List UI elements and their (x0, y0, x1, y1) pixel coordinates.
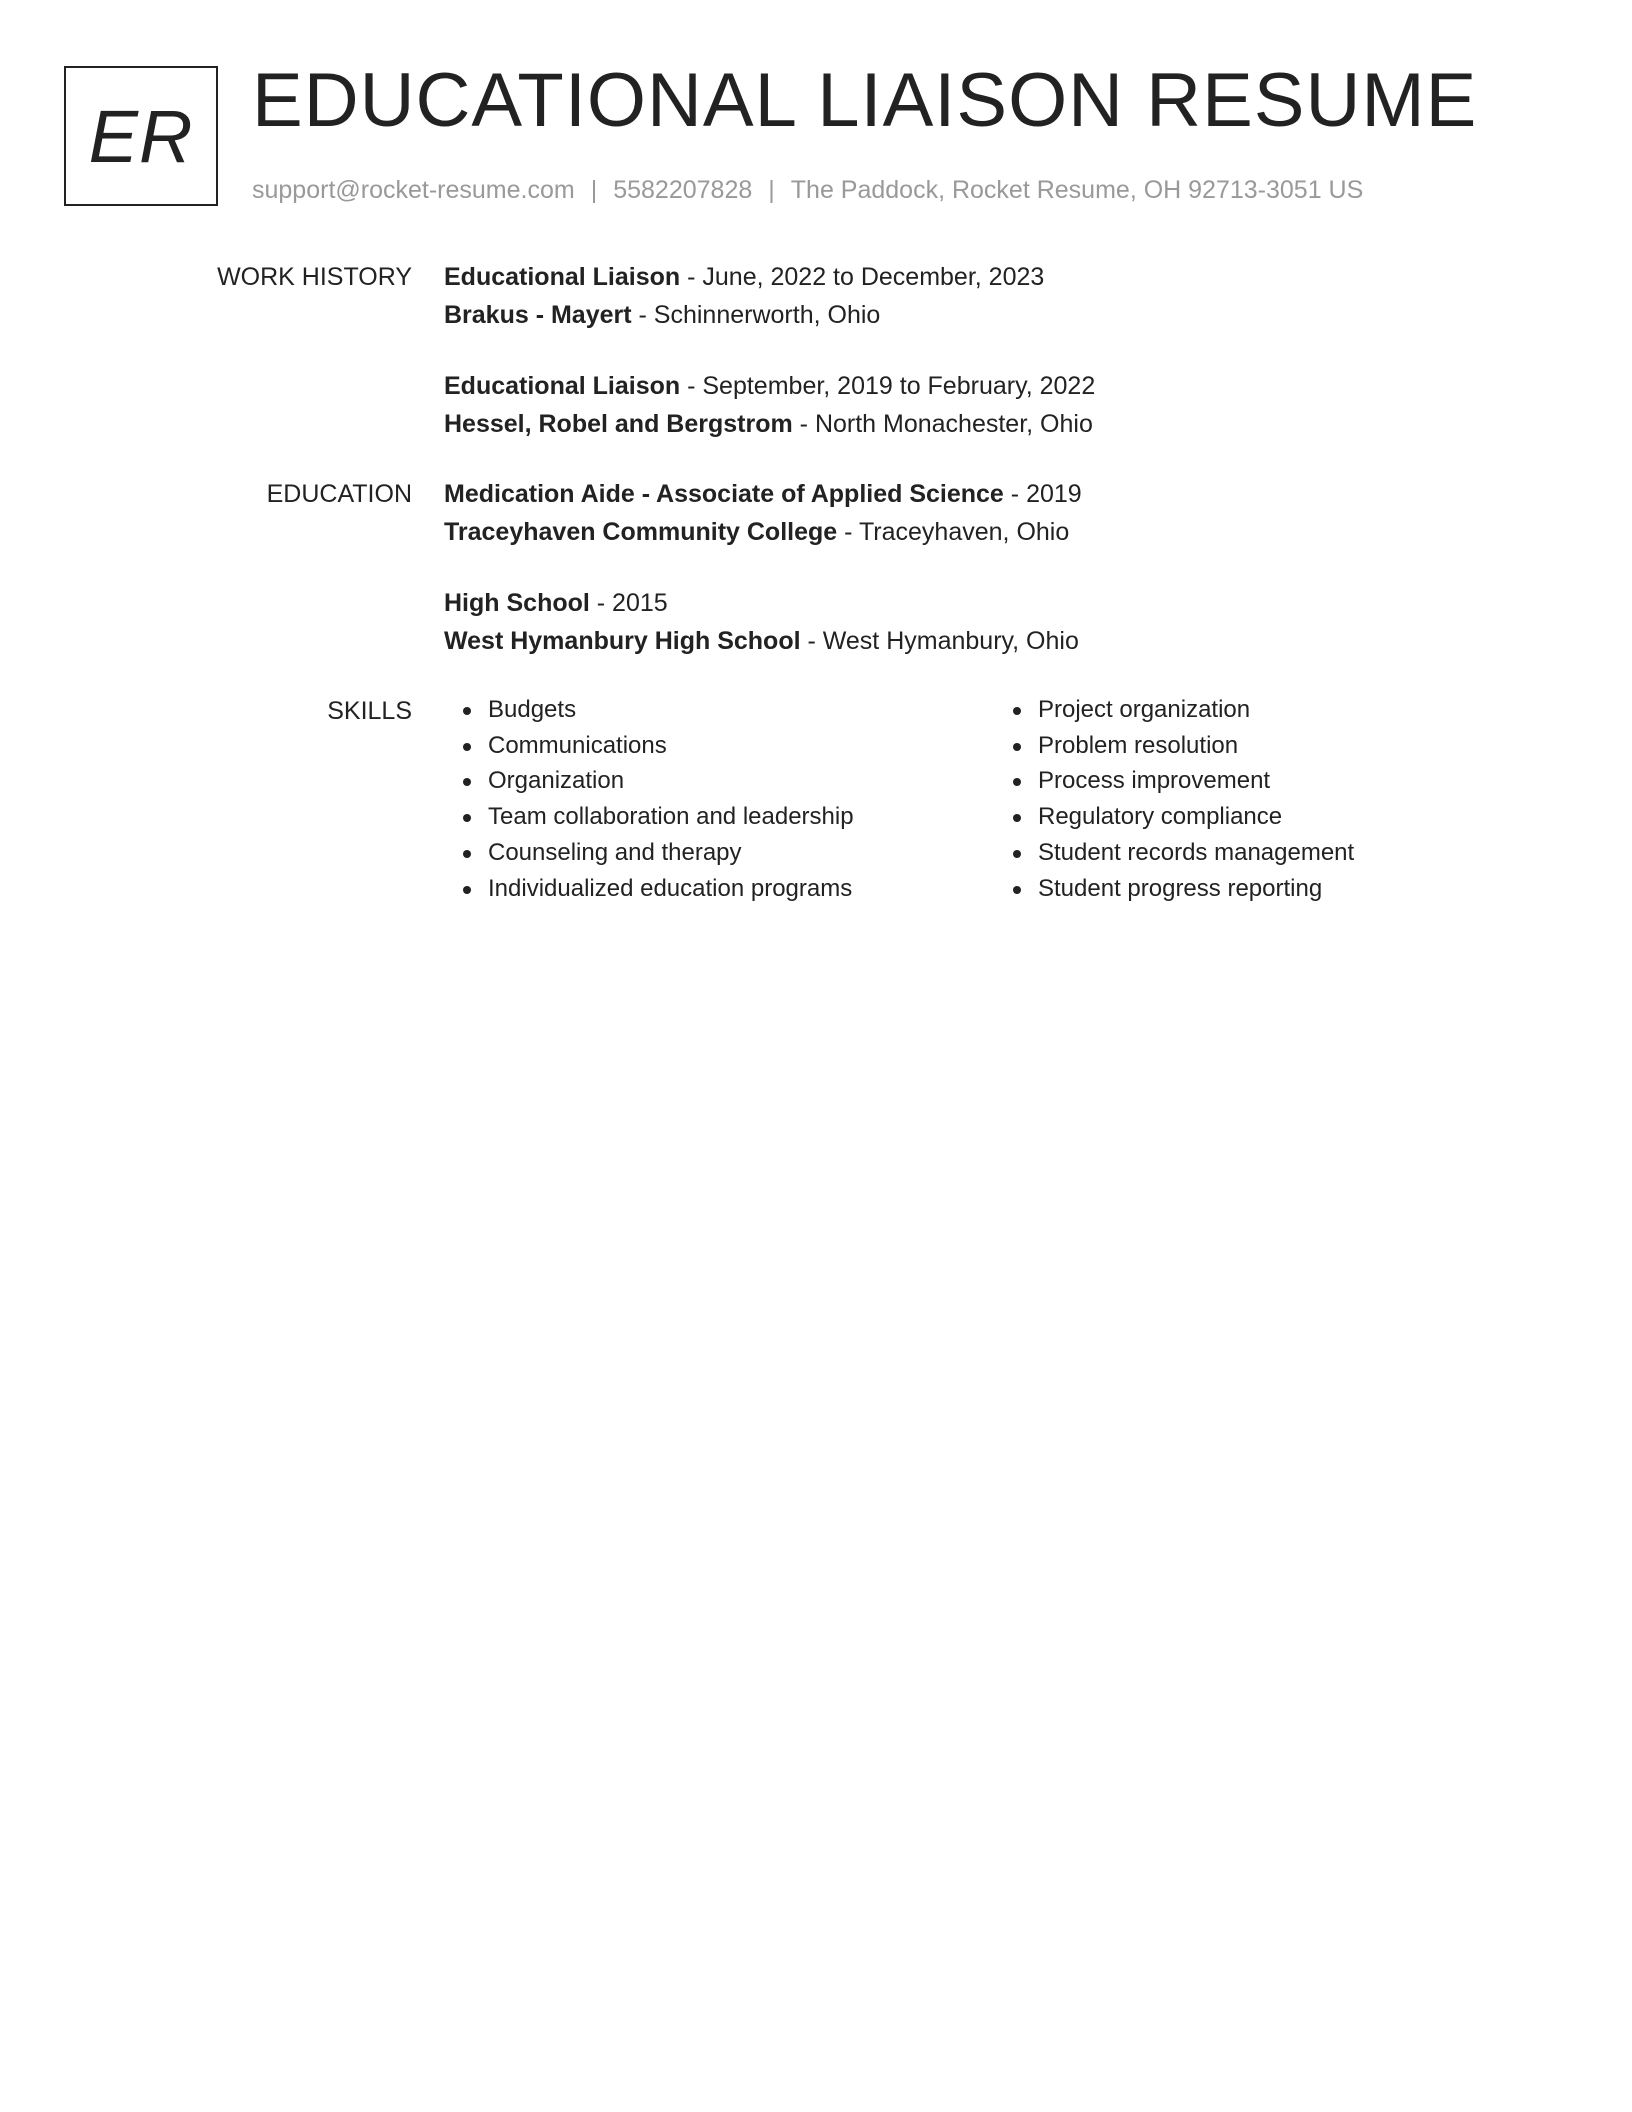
school-name: West Hymanbury High School (444, 627, 801, 655)
education-entry (444, 584, 1544, 660)
school-name: Traceyhaven Community College (444, 518, 838, 546)
employer-name: Brakus - Mayert (444, 301, 632, 329)
work-history-heading: WORK HISTORY (217, 263, 412, 291)
contact-separator: | (768, 176, 775, 204)
employer-location: - Schinnerworth, Ohio (638, 301, 881, 329)
employer-name: Hessel, Robel and Bergstrom (444, 410, 793, 438)
skills-list-right (994, 692, 1544, 906)
degree-year: - 2015 (596, 589, 668, 617)
contact-line (252, 174, 1363, 206)
school-location: - Traceyhaven, Ohio (844, 518, 1070, 546)
monogram-badge (64, 66, 218, 206)
monogram-initials: ER (88, 94, 194, 178)
skills-heading: SKILLS (327, 697, 412, 725)
degree-name: High School (444, 589, 590, 617)
skills-columns (444, 692, 1544, 906)
education-heading: EDUCATION (266, 480, 412, 508)
skill-item: Communications (488, 728, 994, 764)
education-entry (444, 475, 1544, 551)
skill-item: Organization (488, 763, 994, 799)
education-list (444, 475, 1544, 660)
employer-location: - North Monachester, Ohio (799, 410, 1093, 438)
contact-phone[interactable]: 5582207828 (613, 176, 753, 204)
skill-item: Student progress reporting (1038, 871, 1544, 907)
resume-title: EDUCATIONAL LIAISON RESUME (252, 58, 1478, 143)
job-title: Educational Liaison (444, 263, 681, 291)
skill-item: Team collaboration and leadership (488, 799, 994, 835)
skill-item: Process improvement (1038, 763, 1544, 799)
skill-item: Budgets (488, 692, 994, 728)
skill-item: Project organization (1038, 692, 1544, 728)
skill-item: Student records management (1038, 835, 1544, 871)
skill-item: Problem resolution (1038, 728, 1544, 764)
school-location: - West Hymanbury, Ohio (807, 627, 1079, 655)
job-dates: - June, 2022 to December, 2023 (687, 263, 1045, 291)
job-title: Educational Liaison (444, 372, 681, 400)
skill-item: Individualized education programs (488, 871, 994, 907)
job-dates: - September, 2019 to February, 2022 (687, 372, 1096, 400)
work-entry (444, 367, 1544, 443)
skill-item: Counseling and therapy (488, 835, 994, 871)
skills-list-left (444, 692, 994, 906)
contact-separator: | (590, 176, 598, 204)
degree-year: - 2019 (1010, 480, 1082, 508)
work-entry (444, 258, 1544, 334)
skill-item: Regulatory compliance (1038, 799, 1544, 835)
contact-email[interactable]: support@rocket-resume.com (252, 176, 575, 204)
contact-address: The Paddock, Rocket Resume, OH 92713-3051 US (790, 176, 1364, 204)
work-history-list (444, 258, 1544, 443)
degree-name: Medication Aide - Associate of Applied Science (444, 480, 1004, 508)
